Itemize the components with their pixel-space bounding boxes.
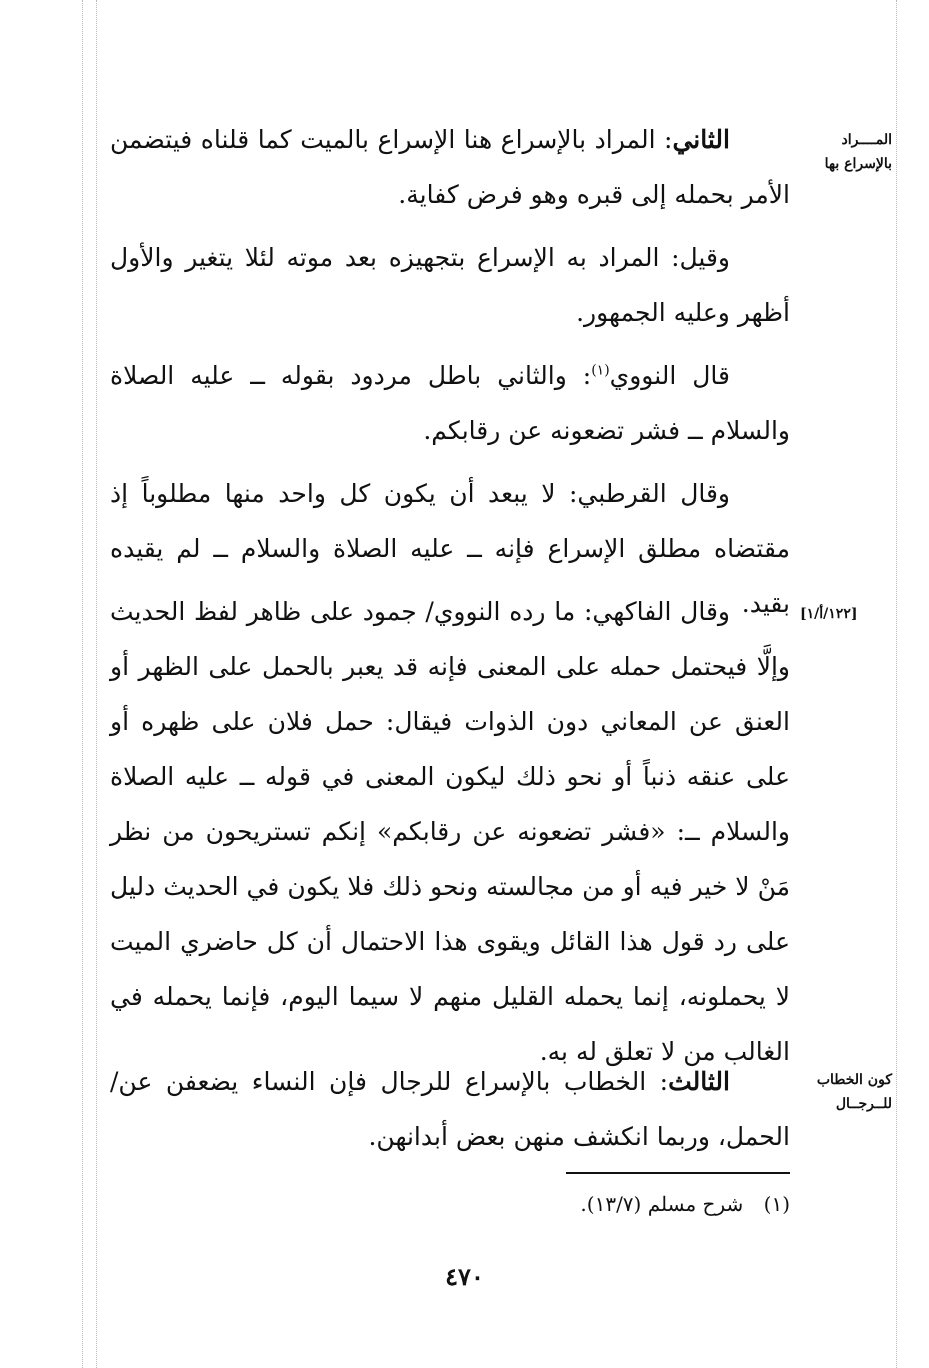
margin-note-line: للــرجــال	[835, 1096, 892, 1112]
paragraph-second-view	[110, 112, 790, 222]
paragraph-alternative-view	[110, 230, 790, 340]
paragraph-text: : الخطاب بالإسراع للرجال فإن النساء يضعفن عن/ الحمل، وربما انكشف منهن بعض أبدانهن.	[110, 1067, 790, 1151]
paragraph-lead: الثالث	[668, 1067, 730, 1096]
footnote-separator	[566, 1172, 790, 1174]
paragraph-text: وقيل: المراد به الإسراع بتجهيزه بعد موته لئلا يتغير والأول أظهر وعليه الجمهور.	[110, 243, 790, 327]
scan-dotted-line-right	[896, 0, 897, 1368]
margin-note-manuscript-ref	[800, 602, 892, 626]
paragraph-lead: الثاني	[672, 125, 730, 154]
footnote-text: شرح مسلم (١٣/٧).	[580, 1192, 744, 1216]
margin-note-men-address	[800, 1068, 892, 1116]
paragraph-text: وقال الفاكهي: ما رده النووي/ جمود على ظاهر لفظ الحديث وإلَّا فيحتمل حمله على المعنى فإنه قد يعبر بالحمل على الظهر أو العنق عن المعاني دون الذوات فيقال: حمل فلان على ظهره أو على عنقه ذنباً أو نحو ذلك ليكون المعنى في قوله ــ عليه الصلاة والسلام ــ: «فشر تضعونه عن رقابكم» إنكم تستريحون من نظر مَنْ لا خير فيه أو من مجالسته ونحو ذلك فلا يكون في الحديث دليل على رد قول هذا القائل ويقوى هذا الاحتمال أن كل حاضري الميت لا يحملونه، إنما يحمله القليل منهم لا سيما اليوم، فإنما يحمله في الغالب من لا تعلق له به.	[110, 597, 790, 1066]
footnote	[300, 1184, 790, 1224]
footnote-marker: (١)	[763, 1192, 790, 1216]
paragraph-nawawi-quote	[110, 348, 790, 458]
paragraph-text: : المراد بالإسراع هنا الإسراع بالميت كما قلناه فيتضمن الأمر بحمله إلى قبره وهو فرض كفاية.	[110, 125, 790, 209]
paragraph-fakihi-quote	[110, 584, 790, 1079]
margin-note-intended-meaning	[800, 128, 892, 176]
paragraph-text: : والثاني باطل مردود بقوله ــ عليه الصلاة والسلام ــ فشر تضعونه عن رقابكم.	[110, 361, 790, 445]
paragraph-text: وقال القرطبي: لا يبعد أن يكون كل واحد منها مطلوباً إذ مقتضاه مطلق الإسراع فإنه ــ عليه الصلاة والسلام ــ لم يقيده بقيد.	[110, 479, 790, 618]
margin-note-line: المــــراد	[841, 132, 892, 148]
scan-dotted-line-left	[82, 0, 83, 1368]
page-number: ٤٧٠	[445, 1262, 484, 1291]
paragraph-third-view	[110, 1054, 790, 1164]
paragraph-text: قال النووي	[609, 361, 730, 390]
manuscript-folio-ref: [١٢٢/أ/١]	[800, 606, 858, 622]
margin-note-line: بالإسراع بها	[824, 156, 892, 172]
scan-dotted-line-left-inner	[96, 0, 97, 1368]
margin-note-line: كون الخطاب	[816, 1072, 892, 1088]
footnote-reference: (١)	[591, 362, 610, 379]
